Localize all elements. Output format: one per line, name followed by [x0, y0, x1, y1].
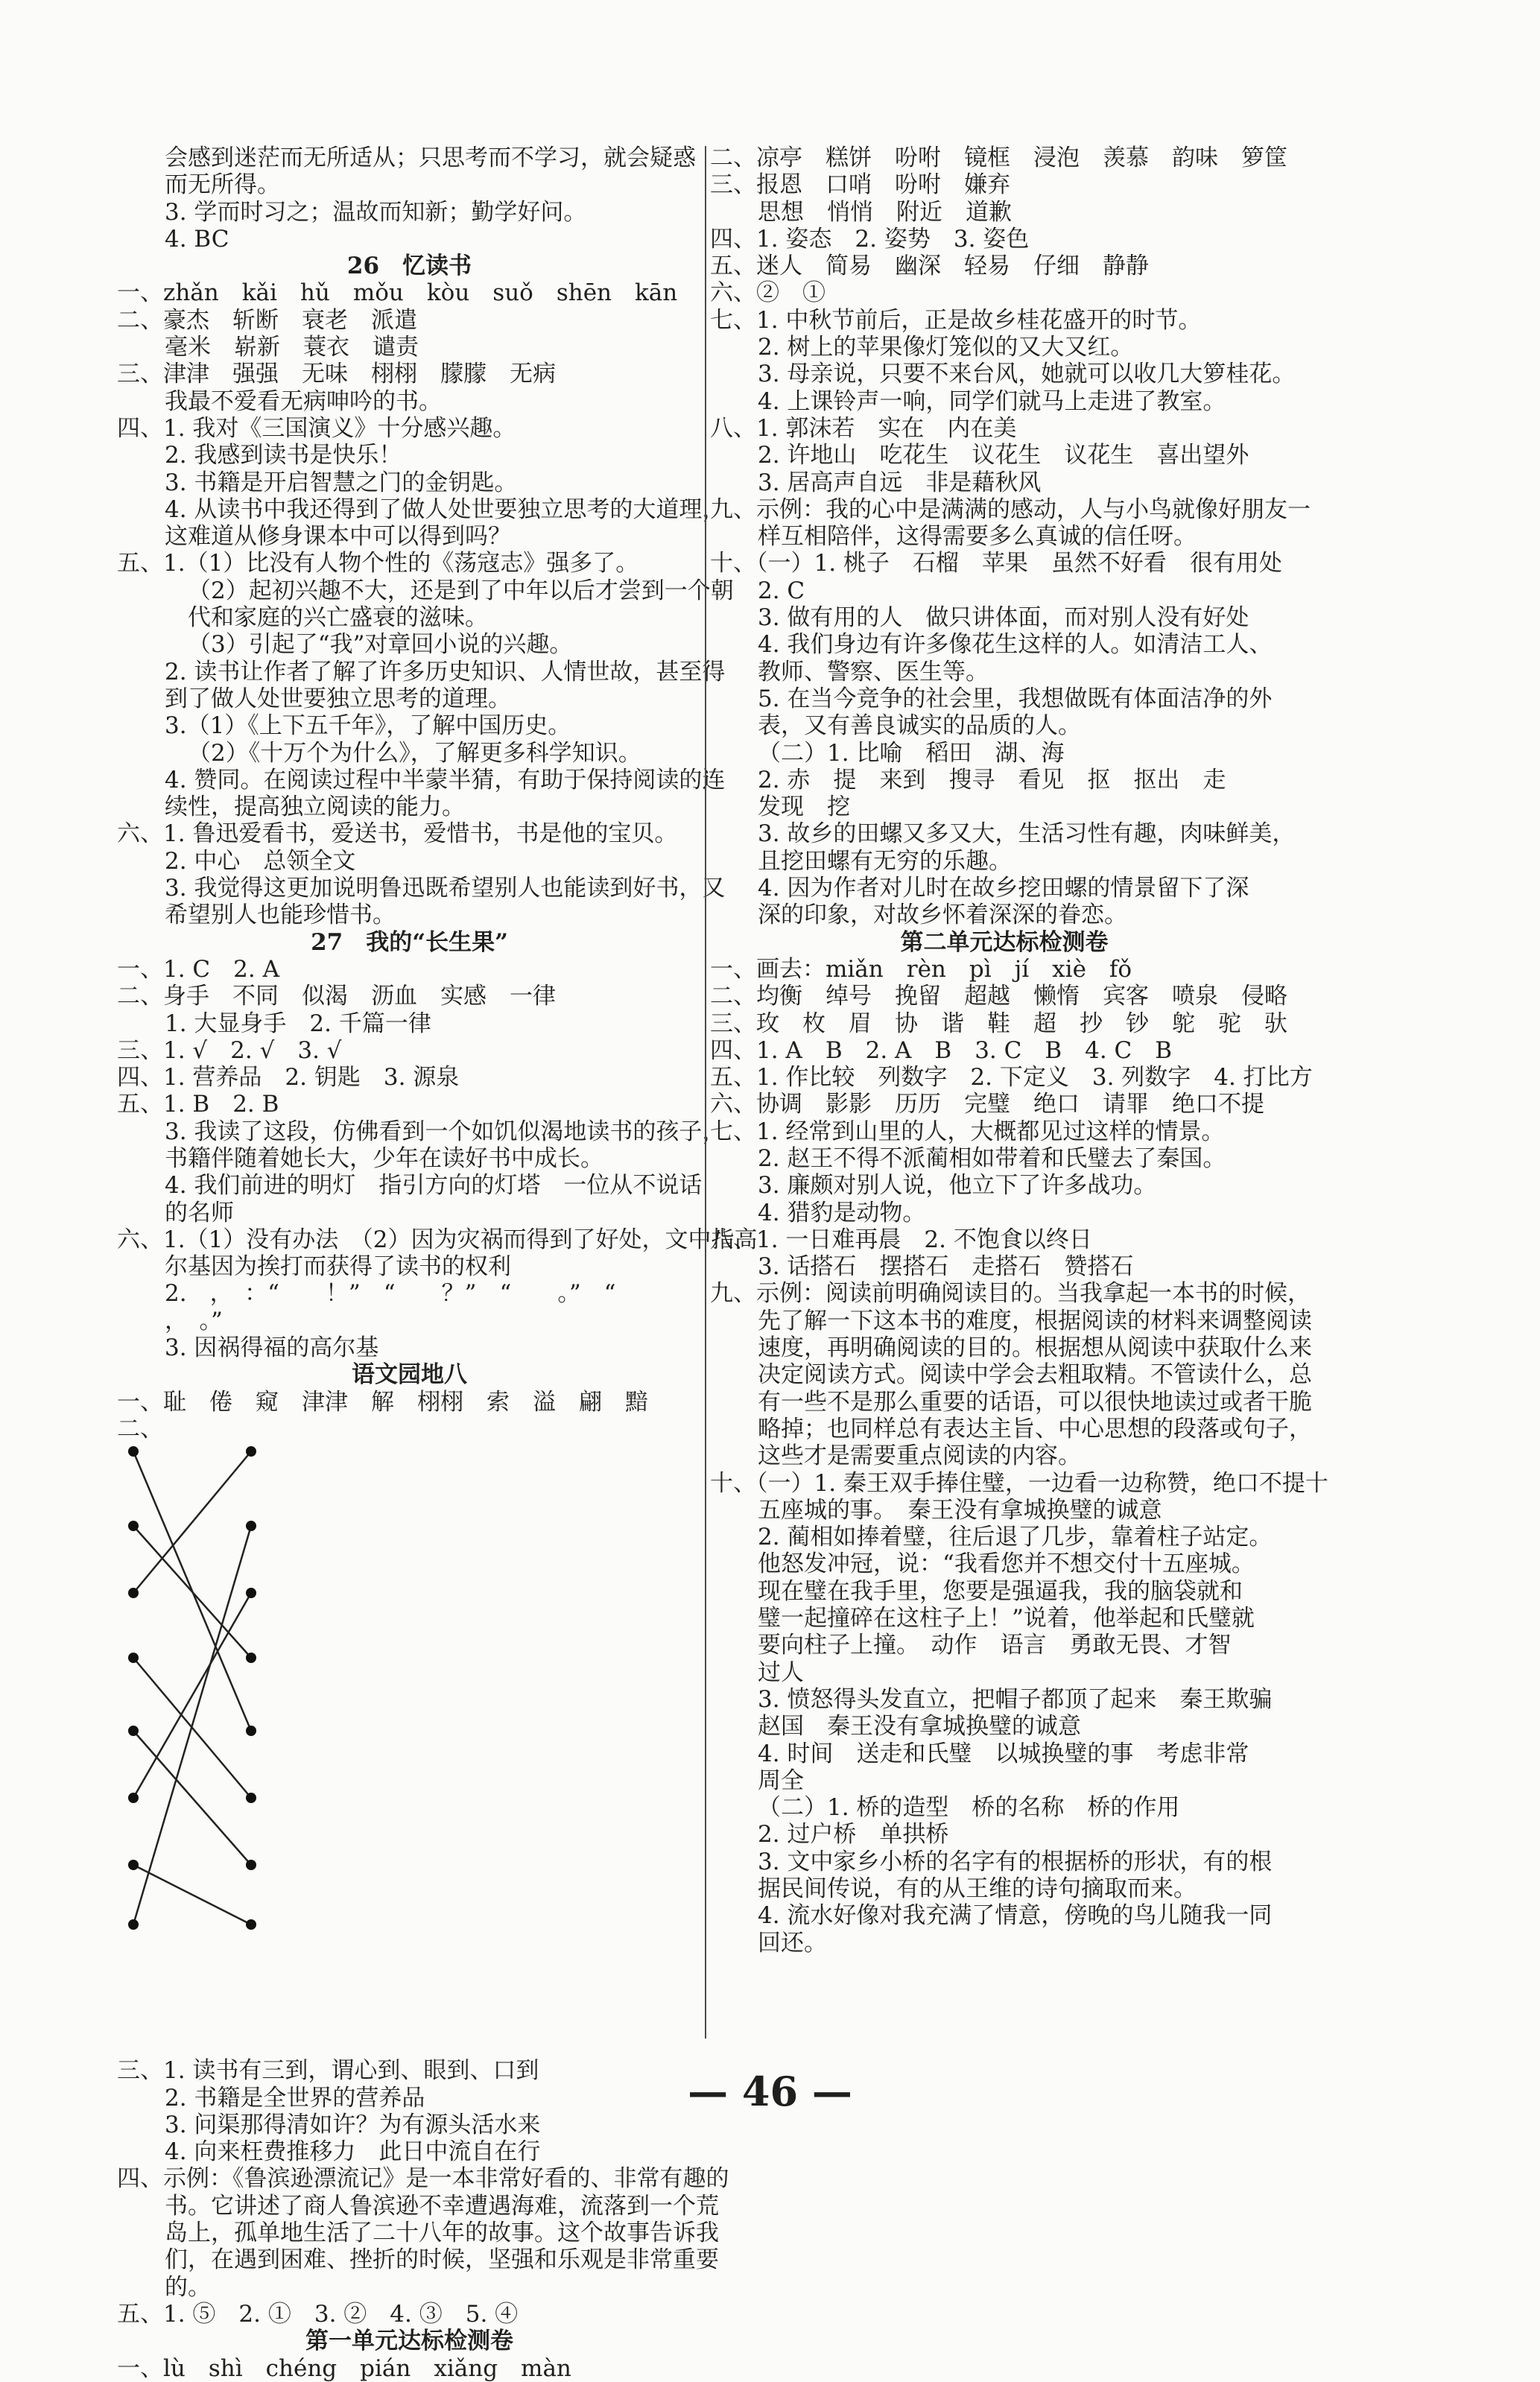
answer-line: 据民间传说，有的从王维的诗句摘取而来。 — [758, 1875, 1197, 1902]
answer-line: 略掉；也同样总有表达主旨、中心思想的段落或句子， — [758, 1415, 1312, 1442]
answer-line: 七、1. 经常到山里的人，大概都见过这样的情景。 — [710, 1118, 1225, 1145]
answer-line: 五、迷人 简易 幽深 轻易 仔细 静静 — [710, 253, 1149, 280]
answer-line: 九、示例：阅读前明确阅读目的。当我拿起一本书的时候， — [710, 1280, 1311, 1308]
answer-line: 3. 我觉得这更加说明鲁迅既希望别人也能读到好书，又 — [165, 875, 726, 902]
matching-dot — [128, 1793, 139, 1803]
answer-line: 六、② ① — [710, 279, 826, 307]
answer-line: 决定阅读方式。阅读中学会去粗取精。不管读什么，总 — [758, 1361, 1312, 1389]
answer-line: 2. 赤 提 来到 搜寻 看见 抠 抠出 走 — [758, 766, 1226, 794]
answer-line: 2. 读书让作者了解了许多历史知识、人情世故，甚至得 — [165, 658, 726, 685]
matching-dot — [128, 1446, 139, 1457]
answer-line: 璧一起撞碎在这柱子上！”说着，他举起和氏璧就 — [758, 1605, 1255, 1632]
answer-line: 这难道从修身课本中可以得到吗？ — [165, 523, 511, 551]
answer-line: 而无所得。 — [165, 171, 280, 199]
matching-dot — [128, 1860, 139, 1870]
answer-line: 且挖田螺有无穷的乐趣。 — [758, 847, 1012, 875]
answer-line: 五、1. ⑤ 2. ① 3. ② 4. ③ 5. ④ — [117, 2300, 519, 2328]
answer-line: 3. 居高声自远 非是藉秋风 — [758, 469, 1042, 496]
section-title: 第一单元达标检测卷 — [305, 2328, 513, 2355]
answer-line: 4. 时间 送走和氏璧 以城换璧的事 考虑非常 — [758, 1740, 1249, 1767]
answer-line: （2）起初兴趣不大，还是到了中年以后才尝到一个朝 — [188, 577, 734, 604]
matching-dot — [246, 1588, 256, 1598]
answer-line: 周全 — [758, 1767, 804, 1794]
answer-line: 样互相陪伴，这得需要多么真诚的信任呀。 — [758, 523, 1197, 551]
answer-line: 一、耻 倦 窥 津津 解 栩栩 索 溢 翩 黯 — [117, 1388, 648, 1416]
answer-line: 3. 母亲说，只要不来台风，她就可以收几大箩桂花。 — [758, 361, 1296, 388]
answer-line: 尔基因为挨打而获得了读书的权利 — [165, 1253, 511, 1281]
answer-line: 三、1. 读书有三到，谓心到、眼到、口到 — [117, 2057, 539, 2085]
answer-line: 四、1. 姿态 2. 姿势 3. 姿色 — [710, 225, 1030, 253]
answer-line: 4. 猎豹是动物。 — [758, 1199, 926, 1226]
matching-line — [133, 1731, 251, 1865]
matching-dot — [246, 1653, 256, 1663]
answer-line: 四、1. 营养品 2. 钥匙 3. 源泉 — [117, 1064, 460, 1092]
answer-line: 5. 在当今竞争的社会里，我想做既有体面洁净的外 — [758, 685, 1273, 712]
answer-line: 二、身手 不同 似渴 沥血 实感 一律 — [117, 983, 556, 1010]
answer-line: （二）1. 桥的造型 桥的名称 桥的作用 — [758, 1794, 1180, 1822]
answer-line: 2. 许地山 吃花生 议花生 议花生 喜出望外 — [758, 442, 1249, 469]
answer-line: 书。它讲述了商人鲁滨逊不幸遭遇海难，流落到一个荒 — [165, 2192, 719, 2220]
answer-line: 四、1. A B 2. A B 3. C B 4. C B — [710, 1036, 1173, 1064]
answer-line: 3. 愤怒得头发直立，把帽子都顶了起来 秦王欺骗 — [758, 1685, 1273, 1713]
answer-line: 书籍伴随着她长大，少年在读好书中成长。 — [165, 1144, 603, 1172]
answer-line: 3. 文中家乡小桥的名字有的根据桥的形状，有的根 — [758, 1848, 1273, 1875]
answer-line: （3）引起了“我”对章回小说的兴趣。 — [188, 631, 573, 659]
answer-line: 教师、警察、医生等。 — [758, 658, 989, 685]
matching-dot — [246, 1726, 256, 1736]
answer-line: 要向柱子上撞。 动作 语言 勇敢无畏、才智 — [758, 1632, 1232, 1659]
matching-dot — [128, 1521, 139, 1531]
answer-line: 六、1.（1）没有办法 （2）因为灾祸而得到了好处，文中指高 — [117, 1226, 758, 1253]
answer-line: 过人 — [758, 1659, 804, 1686]
matching-line — [133, 1526, 251, 1658]
answer-line: 三、报恩 口哨 吩咐 嫌弃 — [710, 171, 1010, 199]
page-number: — 46 — — [688, 2068, 852, 2115]
answer-line: 4. 流水好像对我充满了情意，傍晚的鸟儿随我一同 — [758, 1902, 1273, 1930]
answer-line: （二）1. 比喻 稻田 湖、海 — [758, 739, 1065, 767]
answer-line: 有一些不是那么重要的话语，可以很快地读过或者干脆 — [758, 1388, 1312, 1416]
answer-line: 3. 问渠那得清如许？为有源头活水来 — [165, 2111, 541, 2138]
section-title: 27 我的“长生果” — [311, 928, 508, 956]
answer-line: 一、画去：miǎn rèn pì jí xiè fǒ — [710, 955, 1132, 983]
answer-line: 2. 蔺相如捧着璧，往后退了几步，靠着柱子站定。 — [758, 1524, 1273, 1551]
answer-line: 岛上，孤单地生活了二十八年的故事。这个故事告诉我 — [165, 2220, 719, 2247]
matching-line — [133, 1526, 251, 1925]
answer-line: 会感到迷茫而无所适从；只思考而不学习，就会疑惑 — [165, 145, 696, 171]
answer-line: 这些才是需要重点阅读的内容。 — [758, 1442, 1081, 1470]
answer-line: 毫米 崭新 蓑衣 谴责 — [165, 334, 419, 361]
answer-line: 三、1. √ 2. √ 3. √ — [117, 1036, 342, 1064]
matching-dot — [246, 1793, 256, 1803]
answer-line: 4. 我们身边有许多像花生这样的人。如清洁工人、 — [758, 631, 1273, 659]
answer-line: 五座城的事。 秦王没有拿城换璧的诚意 — [758, 1496, 1162, 1524]
answer-line: 3. 话搭石 摆搭石 走搭石 赞搭石 — [758, 1253, 1134, 1281]
right-column — [710, 145, 1328, 1957]
answer-line: 2. 树上的苹果像灯笼似的又大又红。 — [758, 334, 1134, 361]
answer-line: 2. ， ：“ ！” “ ？” “ 。” “ — [165, 1280, 616, 1308]
answer-line: 一、lù shì chéng pián xiǎng màn — [117, 2354, 571, 2382]
matching-dot — [246, 1919, 256, 1930]
answer-line: 4. 因为作者对儿时在故乡挖田螺的情景留下了深 — [758, 875, 1249, 902]
answer-line: 三、玫 枚 眉 协 谐 鞋 超 抄 钞 鸵 驼 驮 — [710, 1010, 1287, 1037]
answer-line: 2. 赵王不得不派蔺相如带着和氏璧去了秦国。 — [758, 1144, 1226, 1172]
answer-line: 赵国 秦王没有拿城换璧的诚意 — [758, 1713, 1081, 1740]
answer-line: 深的印象，对故乡怀着深深的眷恋。 — [758, 902, 1127, 929]
answer-line: 3. 书籍是开启智慧之门的金钥匙。 — [165, 469, 518, 496]
answer-line: 思想 悄悄 附近 道歉 — [758, 198, 1012, 226]
answer-line: 先了解一下这本书的难度，根据阅读的材料来调整阅读 — [758, 1307, 1312, 1334]
answer-line: 九、示例：我的心中是满满的感动，人与小鸟就像好朋友一 — [710, 495, 1311, 523]
answer-line: 代和家庭的兴亡盛衰的滋味。 — [188, 604, 488, 632]
answer-line: 到了做人处世要独立思考的道理。 — [165, 685, 511, 712]
answer-line: 二、均衡 绰号 挽留 超越 懒惰 宾客 喷泉 侵略 — [710, 983, 1287, 1010]
answer-line: 现在璧在我手里，您要是强逼我，我的脑袋就和 — [758, 1577, 1243, 1605]
answer-line: 2. 过户桥 单拱桥 — [758, 1821, 949, 1849]
matching-line — [133, 1865, 251, 1925]
matching-dot — [128, 1919, 139, 1930]
answer-line: 2. C — [758, 577, 805, 604]
answer-line: 七、1. 中秋节前后，正是故乡桂花盛开的时节。 — [710, 306, 1202, 334]
answer-line: 表，又有善良诚实的品质的人。 — [758, 712, 1081, 740]
answer-line: 2. 我感到读书是快乐！ — [165, 442, 402, 469]
answer-line: 4. 我们前进的明灯 指引方向的灯塔 一位从不说话 — [165, 1172, 703, 1200]
answer-line: 3.（1）《上下五千年》，了解中国历史。 — [165, 712, 571, 740]
answer-line: 3. 故乡的田螺又多又大，生活习性有趣，肉味鲜美， — [758, 820, 1296, 848]
answer-line: 2. 中心 总领全文 — [165, 847, 356, 875]
matching-lines-diagram — [117, 1442, 702, 2057]
answer-line: 3. 因祸得福的高尔基 — [165, 1334, 379, 1362]
answer-line: 4. BC — [165, 225, 229, 253]
matching-line — [133, 1593, 251, 1798]
matching-line — [133, 1451, 251, 1593]
answer-line: 六、1. 鲁迅爱看书，爱送书，爱惜书，书是他的宝贝。 — [117, 820, 678, 848]
answer-line: 五、1. 作比较 列数字 2. 下定义 3. 列数字 4. 打比方 — [710, 1064, 1313, 1092]
answer-line: 五、1. B 2. B — [117, 1091, 279, 1118]
matching-dot — [246, 1446, 256, 1457]
answer-line: 四、示例：《鲁滨逊漂流记》是一本非常好看的、非常有趣的 — [117, 2165, 729, 2193]
matching-dot — [128, 1653, 139, 1663]
matching-dot — [246, 1521, 256, 1531]
section-title: 26 忆读书 — [346, 253, 472, 280]
answer-line: 4. 赞同。在阅读过程中半蒙半猜，有助于保持阅读的连 — [165, 766, 726, 794]
answer-line: 回还。 — [758, 1929, 827, 1957]
answer-line: 二、 — [117, 1415, 163, 1442]
answer-line: 五、1.（1）比没有人物个性的《荡寇志》强多了。 — [117, 550, 639, 577]
matching-dot — [246, 1860, 256, 1870]
column-divider — [705, 146, 706, 2039]
answer-line: 四、1. 我对《三国演义》十分感兴趣。 — [117, 414, 516, 442]
left-column — [117, 145, 758, 2382]
answer-line: 发现 挖 — [758, 794, 850, 821]
answer-line: 十、（一）1. 桃子 石榴 苹果 虽然不好看 很有用处 — [710, 550, 1282, 577]
answer-line: 2. 书籍是全世界的营养品 — [165, 2084, 425, 2112]
answer-line: 们，在遇到困难、挫折的时候，坚强和乐观是非常重要 — [165, 2246, 719, 2274]
answer-line: 八、1. 一日难再晨 2. 不饱食以终日 — [710, 1226, 1092, 1253]
answer-line: 二、豪杰 斩断 衰老 派遣 — [117, 306, 417, 334]
answer-line: 希望别人也能珍惜书。 — [165, 902, 396, 929]
answer-line: 速度，再明确阅读的目的。根据想从阅读中获取什么来 — [758, 1334, 1312, 1362]
answer-line: 一、zhǎn kǎi hǔ mǒu kòu suǒ shēn kān — [117, 279, 678, 307]
matching-dot — [128, 1726, 139, 1736]
answer-line: 1. 大显身手 2. 千篇一律 — [165, 1010, 431, 1037]
answer-line: 3. 学而时习之；温故而知新；勤学好问。 — [165, 198, 587, 226]
answer-line: （2）《十万个为什么》，了解更多科学知识。 — [188, 739, 641, 767]
answer-line: 3. 廉颇对别人说，他立下了许多战功。 — [758, 1172, 1157, 1200]
matching-dot — [128, 1588, 139, 1598]
answer-line: 我最不爱看无病呻吟的书。 — [165, 387, 442, 415]
answer-line: 4. 向来枉费推移力 此日中流自在行 — [165, 2138, 541, 2166]
answer-line: ， 。” — [165, 1307, 223, 1334]
answer-line: 三、津津 强强 无味 栩栩 朦朦 无病 — [117, 361, 556, 388]
answer-line: 的名师 — [165, 1199, 234, 1226]
answer-line: 4. 上课铃声一响，同学们就马上走进了教室。 — [758, 387, 1226, 415]
answer-line: 他怒发冲冠，说：“我看您并不想交付十五座城。 — [758, 1550, 1255, 1578]
answer-line: 续性，提高独立阅读的能力。 — [165, 794, 465, 821]
section-title: 第二单元达标检测卷 — [900, 928, 1109, 956]
answer-line: 二、凉亭 糕饼 吩咐 镜框 浸泡 羡慕 韵味 箩筐 — [710, 145, 1287, 171]
answer-line: 3. 我读了这段，仿佛看到一个如饥似渴地读书的孩子， — [165, 1118, 726, 1145]
answer-line: 4. 从读书中我还得到了做人处世要独立思考的大道理， — [165, 495, 726, 523]
answer-line: 六、协调 影影 历历 完璧 绝口 请罪 绝口不提 — [710, 1091, 1264, 1118]
answer-line: 一、1. C 2. A — [117, 955, 279, 983]
answer-line: 的。 — [165, 2273, 211, 2301]
section-title: 语文园地八 — [352, 1361, 467, 1389]
answer-line: 十、（一）1. 秦王双手捧住璧，一边看一边称赞，绝口不提十 — [710, 1469, 1328, 1497]
answer-line: 八、1. 郭沫若 实在 内在美 — [710, 414, 1017, 442]
answer-line: 3. 做有用的人 做只讲体面，而对别人没有好处 — [758, 604, 1249, 632]
